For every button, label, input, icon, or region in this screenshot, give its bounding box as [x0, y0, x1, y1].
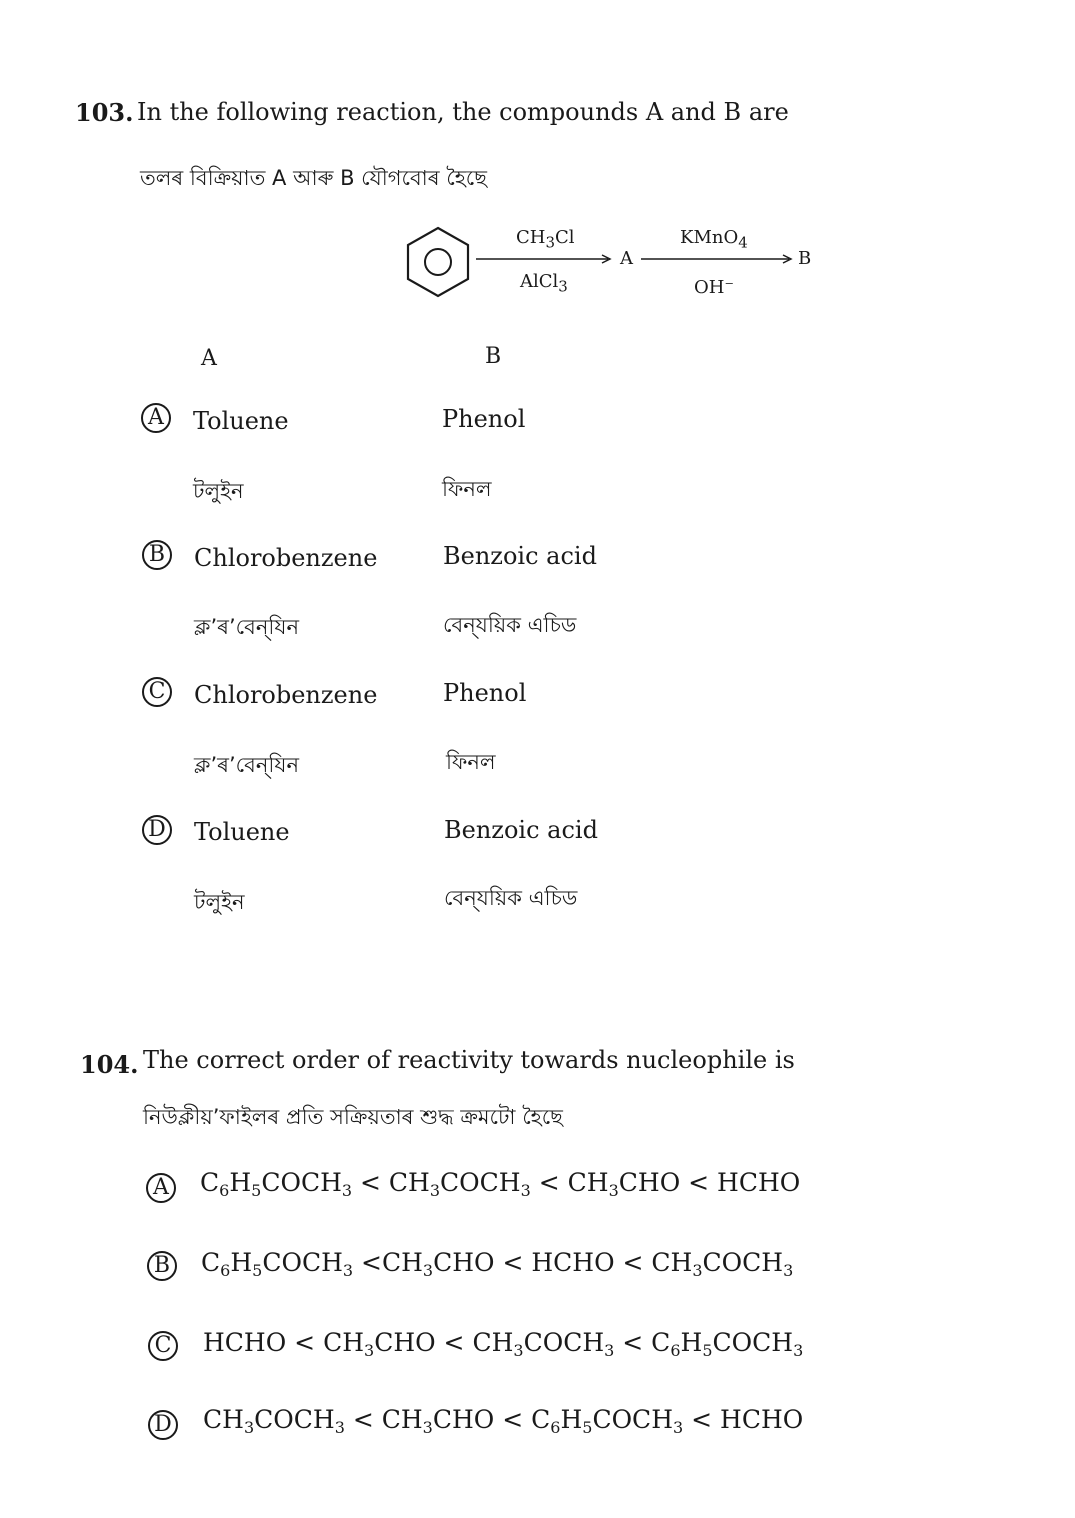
option-c-compound-a: Chlorobenzene [194, 681, 378, 709]
option-a-compound-b-as: ফিনল [442, 477, 492, 501]
benzene-ring-icon [404, 224, 472, 298]
option-bubble[interactable]: A [141, 403, 171, 433]
reagent-1-top: $CH_3Cl$ [516, 227, 575, 252]
question-text-en: The correct order of reactivity towards nucleophile is [143, 1046, 795, 1074]
option-bubble[interactable]: D [148, 1410, 178, 1440]
option-c-formula: HCHO < $CH_3CHO$ < $CH_3COCH_3$ < $C_6H_5COCH_3$ [203, 1328, 804, 1360]
arrow-2-icon [641, 252, 797, 266]
option-d-compound-a-as: টলুইন [194, 890, 245, 914]
option-b-compound-b: Benzoic acid [443, 542, 597, 570]
reagent-1-bottom: AlCl$_3$ [520, 271, 568, 296]
option-a-compound-a-as: টলুইন [193, 479, 244, 503]
option-d-compound-b: Benzoic acid [444, 816, 598, 844]
product-a-label: A [620, 248, 633, 269]
option-d-compound-a: Toluene [194, 818, 290, 846]
reagent-2-top: KMnO$_4$ [680, 227, 748, 252]
column-header-b: B [485, 344, 502, 369]
product-b-label: B [798, 248, 812, 269]
option-bubble[interactable]: A [146, 1173, 176, 1203]
option-bubble[interactable]: D [142, 815, 172, 845]
arrow-1-icon [476, 252, 616, 266]
option-a-compound-a: Toluene [193, 407, 289, 435]
option-b-formula: $C_6H_5COCH_3 <CH_3CHO$ < HCHO < $CH_3COCH_3$ [201, 1248, 794, 1280]
option-c-compound-a-as: ক্ল’ৰ’বেন্‌যিন [194, 753, 299, 777]
option-c-compound-b: Phenol [443, 679, 527, 707]
column-header-a: A [201, 346, 217, 371]
option-bubble[interactable]: C [148, 1331, 178, 1361]
option-d-formula: $CH_3COCH_3 < CH_3CHO$ < $C_6H_5COCH_3$ < HCHO [203, 1405, 804, 1437]
question-text-as: নিউক্লীয়’ফাইলৰ প্ৰতি সক্ৰিয়তাৰ শুদ্ধ ক্ৰমটো হৈছে [143, 1105, 563, 1129]
reagent-2-bottom: OH⁻ [694, 277, 734, 298]
option-bubble[interactable]: B [142, 540, 172, 570]
option-c-compound-b-as: ফিনল [446, 750, 496, 774]
question-text-en: In the following reaction, the compounds A and B are [137, 98, 789, 126]
option-d-compound-b-as: বেন্‌যয়িক এচিড [444, 886, 578, 910]
question-number: 104. [80, 1050, 139, 1079]
option-b-compound-a: Chlorobenzene [194, 544, 378, 572]
question-number: 103. [75, 98, 134, 127]
option-bubble[interactable]: B [147, 1251, 177, 1281]
question-text-as: তলৰ বিক্ৰিয়াত A আৰু B যৌগবোৰ হৈছে [140, 166, 487, 190]
option-b-compound-a-as: ক্ল’ৰ’বেন্‌যিন [194, 615, 299, 639]
option-a-formula: $C_6H_5COCH_3$ < $CH_3COCH_3 < CH_3CHO$ < HCHO [200, 1168, 801, 1200]
option-bubble[interactable]: C [142, 677, 172, 707]
option-b-compound-b-as: বেন্‌যয়িক এচিড [443, 613, 577, 637]
option-a-compound-b: Phenol [442, 405, 526, 433]
